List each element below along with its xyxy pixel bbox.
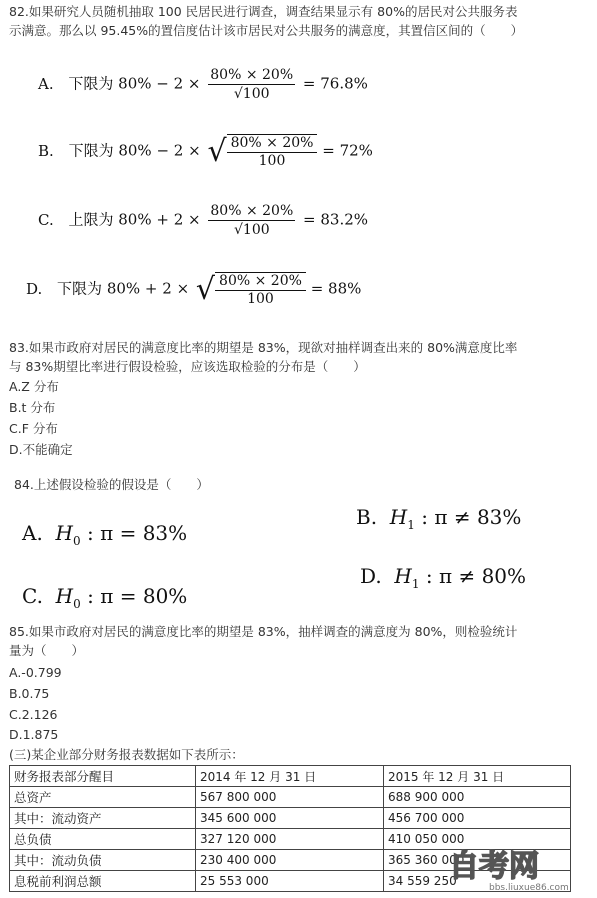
header-cell: 财务报表部分醒目	[10, 766, 196, 787]
q85-option-b: B.0.75	[9, 686, 50, 701]
table-cell: 230 400 000	[196, 850, 384, 871]
q85-stem-line1: 85.如果市政府对居民的满意度比率的期望是 83%，抽样调查的满意度为 80%，则检验统计	[9, 624, 518, 639]
fraction-denominator: 100	[258, 153, 286, 169]
table-cell: 总负债	[10, 829, 196, 850]
fraction-denominator: √100	[233, 222, 270, 238]
fraction-numerator: 80% × 20%	[215, 273, 306, 291]
table-cell: 410 050 000	[384, 829, 571, 850]
q85-option-a: A.-0.799	[9, 665, 62, 680]
option-prefix: 下限为 80% − 2 ×	[68, 141, 201, 160]
fraction-numerator: 80% × 20%	[210, 203, 294, 219]
q85-option-d: D.1.875	[9, 727, 59, 742]
option-label: B.	[38, 141, 54, 160]
hypothesis-subscript: 1	[411, 577, 420, 591]
table-cell: 25 553 000	[196, 871, 384, 892]
q82-option-d	[26, 272, 361, 307]
option-result: = 72%	[322, 141, 373, 160]
radical-fraction	[227, 134, 318, 169]
q85-stem-line2: 量为（ ）	[9, 643, 85, 658]
option-prefix: 下限为 80% + 2 ×	[57, 279, 190, 298]
svg-text:自考网: 自考网	[449, 849, 539, 884]
hypothesis-subscript: 1	[407, 518, 415, 532]
table-cell: 365 360 000	[384, 850, 571, 871]
table-row	[10, 787, 571, 808]
watermark-logo	[443, 844, 593, 894]
hypothesis-symbol: H	[394, 564, 412, 588]
fraction	[208, 203, 295, 238]
q83-option-b: B.t 分布	[9, 400, 56, 415]
hypothesis-subscript: 0	[72, 534, 81, 548]
option-label: D.	[360, 564, 382, 588]
fraction	[208, 67, 295, 102]
table-cell: 其中：流动负债	[10, 850, 196, 871]
radical-fraction	[215, 272, 306, 307]
fraction-denominator: 100	[247, 291, 274, 307]
q83-option-c: C.F 分布	[9, 421, 58, 436]
q84-option-b	[356, 505, 521, 532]
option-label: C.	[22, 584, 43, 608]
q83-option-a: A.Z 分布	[9, 379, 59, 394]
option-result: = 88%	[310, 279, 362, 298]
option-result: = 83.2%	[303, 210, 369, 229]
hypothesis-expression: : π = 83%	[86, 521, 188, 545]
q82-option-a	[38, 67, 368, 102]
fraction-numerator: 80% × 20%	[227, 135, 318, 153]
table-cell: 总资产	[10, 787, 196, 808]
table-cell: 345 600 000	[196, 808, 384, 829]
table-cell: 其中：流动资产	[10, 808, 196, 829]
table-row	[10, 808, 571, 829]
q83-stem-line2: 与 83%期望比率进行假设检验，应该选取检验的分布是（ ）	[9, 359, 366, 374]
table-header-row	[10, 766, 571, 787]
section3-title: (三)某企业部分财务报表数据如下表所示：	[9, 747, 244, 762]
option-result: = 76.8%	[302, 74, 368, 93]
hypothesis-symbol: H	[55, 584, 74, 608]
table-cell: 息税前利润总额	[10, 871, 196, 892]
hypothesis-expression: : π = 80%	[87, 584, 188, 608]
hypothesis-symbol: H	[55, 521, 73, 545]
q83-option-d: D.不能确定	[9, 442, 73, 457]
sqrt-sign-icon: √	[195, 271, 216, 307]
sqrt-sign-icon: √	[207, 133, 227, 169]
q84-option-a	[22, 521, 187, 548]
table-cell: 688 900 000	[384, 787, 571, 808]
table-cell: 456 700 000	[384, 808, 571, 829]
table-cell: 567 800 000	[196, 787, 384, 808]
header-cell: 2014 年 12 月 31 日	[196, 766, 384, 787]
q82-stem-line1: 82.如果研究人员随机抽取 100 民居民进行调查，调查结果显示有 80%的居民对公共服务表	[9, 4, 518, 19]
option-label: B.	[356, 505, 378, 529]
table-cell: 34 559 250	[384, 871, 571, 892]
q85-option-c: C.2.126	[9, 707, 58, 722]
q84-option-c	[22, 584, 187, 611]
q82-option-c	[38, 203, 368, 238]
hypothesis-symbol: H	[389, 505, 408, 529]
option-label: A.	[38, 74, 54, 93]
fraction-numerator: 80% × 20%	[210, 67, 294, 83]
option-prefix: 下限为 80% − 2 ×	[68, 74, 201, 93]
q82-stem-line2: 示满意。那么以 95.45%的置信度估计该市居民对公共服务的满意度，其置信区间的（ ）	[9, 23, 524, 38]
svg-text:bbs.liuxue86.com: bbs.liuxue86.com	[489, 883, 569, 893]
option-label: D.	[26, 279, 43, 298]
q82-option-b	[38, 134, 373, 169]
hypothesis-expression: : π ≠ 80%	[425, 564, 527, 588]
option-label: C.	[38, 210, 54, 229]
hypothesis-subscript: 0	[73, 597, 81, 611]
q83-stem-line1: 83.如果市政府对居民的满意度比率的期望是 83%，现欲对抽样调查出来的 80%满意度比率	[9, 340, 518, 355]
q84-option-d	[360, 564, 526, 591]
q84-stem: 84.上述假设检验的假设是（ ）	[14, 477, 209, 492]
header-cell: 2015 年 12 月 31 日	[384, 766, 571, 787]
option-label: A.	[22, 521, 43, 545]
table-cell: 327 120 000	[196, 829, 384, 850]
hypothesis-expression: : π ≠ 83%	[421, 505, 522, 529]
fraction-denominator: √100	[233, 86, 270, 102]
option-prefix: 上限为 80% + 2 ×	[68, 210, 201, 229]
